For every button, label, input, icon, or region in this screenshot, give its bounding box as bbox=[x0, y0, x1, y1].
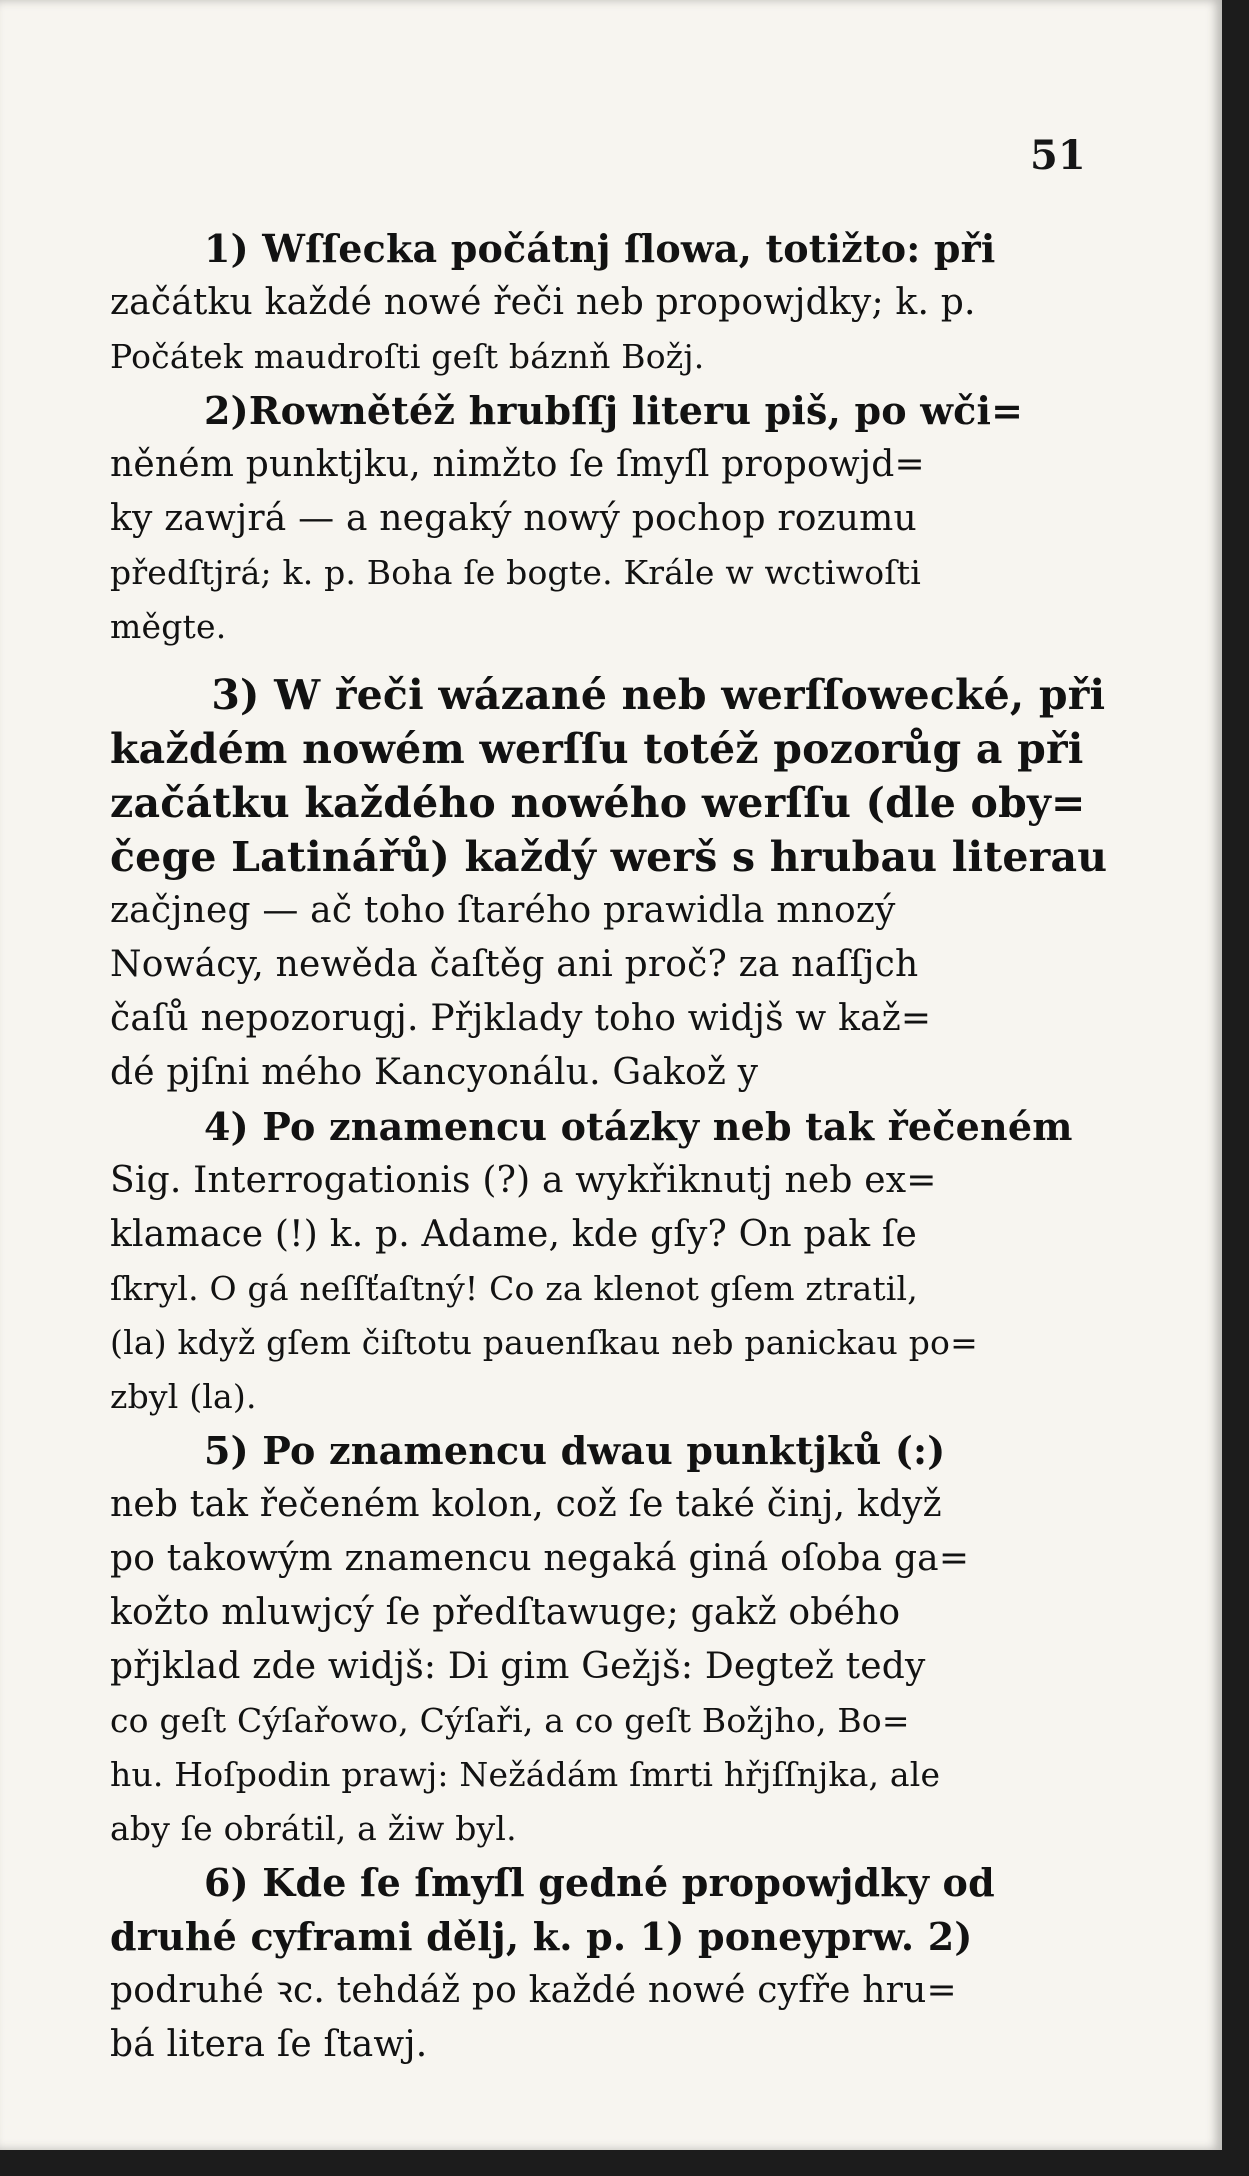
text-line: aby ſe obrátil, a žiw byl. bbox=[110, 1809, 517, 1848]
text-line: 6) Kde ſe ſmyſl gedné propowjdky od bbox=[110, 1860, 995, 1905]
text-line: co geſt Cýſařowo, Cýſaři, a co geſt Božjho, Bo= bbox=[110, 1701, 910, 1740]
text-line: předſtjrá; k. p. Boha ſe bogte. Krále w wctiwoſti bbox=[110, 553, 921, 592]
text-line: začátku každé nowé řeči neb propowjdky; k. p. bbox=[110, 282, 976, 323]
text-line: kožto mluwjcý ſe předſtawuge; gakž obého bbox=[110, 1592, 901, 1633]
paragraph-1 bbox=[110, 222, 1100, 384]
text-line: 5) Po znamencu dwau punktjků (:) bbox=[110, 1428, 946, 1473]
text-line: neb tak řečeném kolon, což ſe také činj, když bbox=[110, 1484, 942, 1525]
text-line: Sig. Interrogationis (?) a wykřiknutj neb ex= bbox=[110, 1160, 937, 1201]
text-line: 3) W řeči wázané neb werſſowecké, při bbox=[110, 671, 1106, 719]
paragraph-3 bbox=[110, 668, 1108, 1100]
page-number: 51 bbox=[1030, 132, 1086, 179]
text-line: ky zawjrá — a negaký nowý pochop rozumu bbox=[110, 498, 917, 539]
text-line: dé pjſni mého Kancyonálu. Gakož y bbox=[110, 1052, 759, 1093]
text-line: každém nowém werſſu totéž pozorůg a při bbox=[110, 725, 1084, 773]
paragraph-2 bbox=[110, 384, 1100, 654]
text-line: 2)Rownětéž hrubſſj literu piš, po wči= bbox=[110, 388, 1024, 433]
paragraph-5 bbox=[110, 1424, 1100, 1856]
text-line: začjneg — ač toho ſtarého prawidla mnozý bbox=[110, 890, 896, 931]
text-line: Nowácy, newěda čaſtěg ani proč? za naſſjch bbox=[110, 944, 919, 985]
text-line: bá litera ſe ſtawj. bbox=[110, 2024, 428, 2065]
text-line: Počátek maudroſti geſt báznň Božj. bbox=[110, 337, 705, 376]
page-text bbox=[110, 222, 1108, 2072]
text-line: čaſů nepozorugj. Přjklady toho widjš w kaž= bbox=[110, 998, 932, 1039]
text-line: měgte. bbox=[110, 607, 227, 646]
text-line: (la) když gſem čiſtotu pauenſkau neb panickau po= bbox=[110, 1323, 978, 1362]
text-line: klamace (!) k. p. Adame, kde gſy? On pak ſe bbox=[110, 1214, 917, 1255]
paragraph-4 bbox=[110, 1100, 1100, 1424]
text-line: 4) Po znamencu otázky neb tak řečeném bbox=[110, 1104, 1073, 1149]
text-line: podruhé ꝛc. tehdáž po každé nowé cyfře hru= bbox=[110, 1970, 957, 2011]
text-line: hu. Hoſpodin prawj: Nežádám ſmrti hřjſſnjka, ale bbox=[110, 1755, 941, 1794]
paragraph-6 bbox=[110, 1856, 1100, 2072]
text-line: začátku každého nowého werſſu (dle oby= bbox=[110, 779, 1086, 827]
text-line: po takowým znamencu negaká giná oſoba ga= bbox=[110, 1538, 970, 1579]
text-line: zbyl (la). bbox=[110, 1377, 257, 1416]
text-line: ſkryl. O gá neſſťaſtný! Co za klenot gſem ztratil, bbox=[110, 1269, 918, 1308]
text-line: přjklad zde widjš: Di gim Gežjš: Degtež tedy bbox=[110, 1646, 926, 1687]
text-line: čege Latinářů) každý werš s hrubau literau bbox=[110, 833, 1108, 881]
text-line: něném punktjku, nimžto ſe ſmyſl propowjd= bbox=[110, 444, 925, 485]
text-line: druhé cyframi dělj, k. p. 1) poneyprw. 2) bbox=[110, 1914, 973, 1959]
text-line: 1) Wſſecka počátnj ſlowa, totižto: při bbox=[110, 226, 996, 271]
